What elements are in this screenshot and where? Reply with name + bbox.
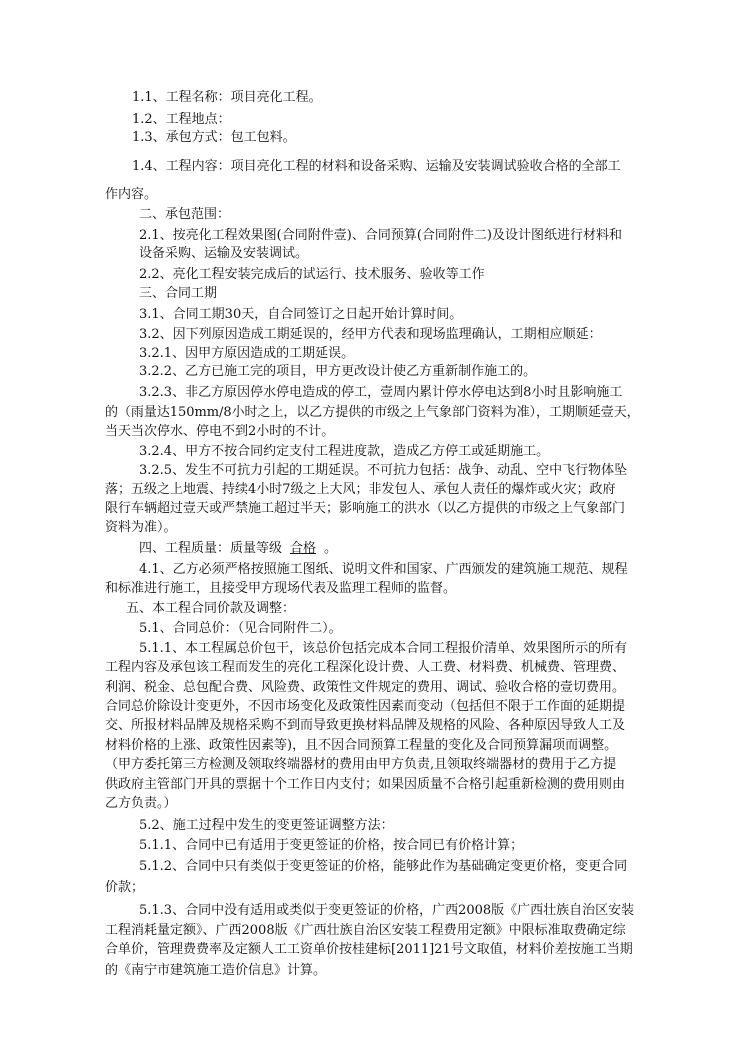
quality-label: 四、工程质量：质量等级: [139, 541, 283, 556]
line-5-2-2: 5.1.2、合同中只有类似于变更签证的价格，能够此作为基础确定变更价格，变更合同: [139, 859, 628, 874]
line-3-2-4: 3.2.4、甲方不按合同约定支付工程进度款，造成乙方停工或延期施工。: [139, 444, 550, 459]
line-3-2-5-cont-1: 落；五级之上地震、持续4小时7级之上大风；非发包人、承包人责任的爆炸或火灾；政府: [105, 482, 616, 497]
line-3-2-5-cont-3: 资料为准）。: [105, 520, 177, 535]
line-5-2: 5.2、施工过程中发生的变更签证调整方法：: [139, 818, 394, 833]
line-3-1: 3.1、合同工期30天，自合同签订之日起开始计算时间。: [139, 307, 463, 322]
line-5-2-1: 5.1.1、合同中已有适用于变更签证的价格，按合同已有价格计算；: [139, 838, 524, 853]
heading-section-5: 五、本工程合同价款及调整：: [126, 601, 296, 616]
line-5-1: 5.1、合同总价：（见合同附件二）。: [139, 621, 342, 636]
heading-section-2: 二、承包范围：: [139, 207, 231, 222]
line-3-2-5-cont-2: 限行车辆超过壹天或严禁施工超过半天；影响施工的洪水（以乙方提供的市级之上气象部门: [105, 501, 626, 516]
line-5-2-3-cont-1: 工程消耗量定额》、广西2008版《广西壮族自治区安装工程费用定额》中限标准取费确定综: [105, 923, 626, 938]
line-5-1-1-note-2: 供政府主管部门开具的票据十个工作日内支付；如果因质量不合格引起重新检测的费用则由: [105, 777, 626, 792]
line-5-1-1-note-1: （甲方委托第三方检测及领取终端器材的费用由甲方负责,且领取终端器材的费用于乙方提: [105, 757, 617, 772]
line-5-1-1-cont-1: 工程内容及承包该工程而发生的亮化工程深化设计费、人工费、材料费、机械费、管理费、: [105, 660, 626, 675]
line-1-2: 1.2、工程地点：: [132, 112, 231, 127]
line-1-1: 1.1、工程名称：项目亮化工程。: [132, 90, 322, 105]
quality-period: 。: [324, 541, 338, 556]
line-4-1: 4.1、乙方必须严格按照施工图纸、说明文件和国家、广西颁发的建筑施工规范、规程: [139, 562, 628, 577]
quality-grade: 合格: [290, 541, 317, 556]
heading-section-4: [139, 540, 337, 558]
line-1-4-cont: 作内容。: [105, 187, 158, 202]
line-2-2: 2.2、亮化工程安装完成后的试运行、技术服务、验收等工作: [139, 267, 485, 282]
line-5-2-2-cont: 价款；: [105, 880, 145, 895]
line-4-1-cont: 和标准进行施工，且接受甲方现场代表及监理工程师的监督。: [105, 581, 457, 596]
line-5-1-1: 5.1.1、本工程属总价包干，该总价包括完成本合同工程报价清单、效果图所示的所有: [139, 641, 628, 656]
line-1-4: 1.4、工程内容：项目亮化工程的材料和设备采购、运输及安装调试验收合格的全部工: [132, 159, 621, 174]
line-2-1: 2.1、按亮化工程效果图(合同附件壹)、合同预算(合同附件二)及设计图纸进行材料和: [139, 228, 622, 243]
line-5-1-1-cont-4: 交、所报材料品牌及规格采购不到而导致更换材料品牌及规格的风险、各种原因导致人工及: [105, 718, 626, 733]
line-5-1-1-cont-2: 利润、税金、总包配合费、风险费、政策性文件规定的费用、调试、验收合格的壹切费用。: [105, 680, 626, 695]
line-2-1-cont: 设备采购、运输及安装调试。: [139, 246, 309, 261]
line-1-3: 1.3、承包方式：包工包料。: [132, 130, 296, 145]
line-3-2-3-cont-2: 当天当次停水、停电不到2小时的不计。: [105, 424, 335, 439]
line-3-2-5: 3.2.5、发生不可抗力引起的工期延误。不可抗力包括：战争、动乱、空中飞行物体坠: [139, 463, 628, 478]
line-5-1-1-cont-5: 材料价格的上涨、政策性因素等)，且不因合同预算工程量的变化及合同预算漏项而调整。: [105, 738, 618, 753]
line-3-2-3-cont-1: 的（雨量达150mm/8小时之上，以乙方提供的市级之上气象部门资料为准），工期顺延壹天，: [105, 405, 640, 420]
line-3-2-1: 3.2.1、因甲方原因造成的工期延误。: [139, 346, 355, 361]
heading-section-3: 三、合同工期: [139, 286, 218, 301]
line-3-2-3: 3.2.3、非乙方原因停水停电造成的停工，壹周内累计停水停电达到8小时且影响施工: [139, 385, 623, 400]
line-3-2-2: 3.2.2、乙方已施工完的项目，甲方更改设计使乙方重新制作施工的。: [139, 364, 537, 379]
line-5-2-3-cont-2: 合单价，管理费费率及定额人工工资单价按桂建标[2011]21号文取值，材料价差按施工当期: [105, 942, 633, 957]
line-5-1-1-cont-3: 合同总价除设计变更外，不因市场变化及政策性因素而变动（包括但不限于工作面的延期提: [105, 699, 626, 714]
line-3-2: 3.2、因下列原因造成工期延误的，经甲方代表和现场监理确认，工期相应顺延：: [139, 327, 602, 342]
line-5-1-1-note-3: 乙方负责。）: [105, 796, 177, 811]
line-5-2-3: 5.1.3、合同中没有适用或类似于变更签证的价格，广西2008版《广西壮族自治区安装: [139, 903, 635, 918]
line-5-2-3-cont-3: 的《南宁市建筑施工造价信息》计算。: [105, 963, 327, 978]
